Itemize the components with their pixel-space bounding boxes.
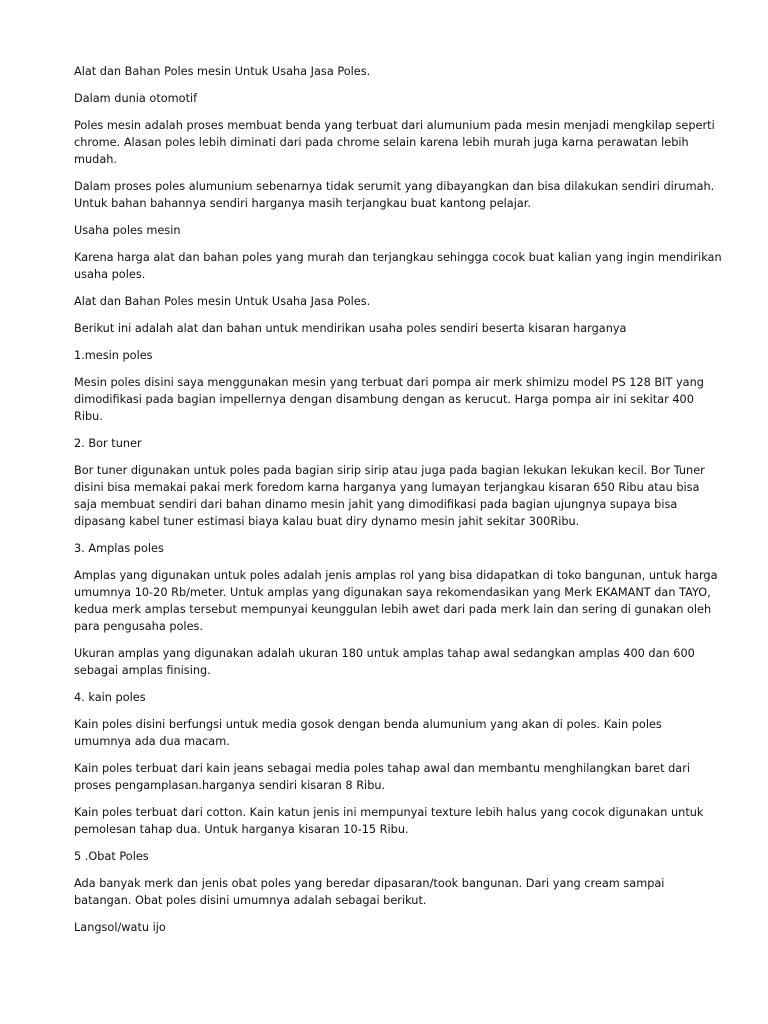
paragraph: Poles mesin adalah proses membuat benda yang terbuat dari alumunium pada mesin menjadi mengkilap seperti chrome. Alasan poles lebih diminati dari pada chrome selain karena lebih murah juga karna perawatan lebih mudah. xyxy=(74,119,715,166)
paragraph: Berikut ini adalah alat dan bahan untuk mendirikan usaha poles sendiri beserta kisaran harganya xyxy=(74,322,627,335)
list-heading: 3. Amplas poles xyxy=(74,542,164,555)
paragraph: Ukuran amplas yang digunakan adalah ukuran 180 untuk amplas tahap awal sedangkan amplas 400 dan 600 sebagai amplas finising. xyxy=(74,647,695,677)
section-heading: Dalam dunia otomotif xyxy=(74,92,198,105)
paragraph: Ada banyak merk dan jenis obat poles yang beredar dipasaran/took bangunan. Dari yang cream sampai batangan. Obat poles disini umumnya adalah sebagai berikut. xyxy=(74,877,665,907)
paragraph: Dalam proses poles alumunium sebenarnya tidak serumit yang dibayangkan dan bisa dilakukan sendiri dirumah. Untuk bahan bahannya sendiri harganya masih terjangkau buat kantong pelajar. xyxy=(74,180,715,210)
paragraph: Karena harga alat dan bahan poles yang murah dan terjangkau sehingga cocok buat kalian yang ingin mendirikan usaha poles. xyxy=(74,251,722,281)
list-heading: 5 .Obat Poles xyxy=(74,850,149,863)
list-heading: 2. Bor tuner xyxy=(74,437,142,450)
paragraph: Langsol/watu ijo xyxy=(74,921,166,934)
document-title: Alat dan Bahan Poles mesin Untuk Usaha Jasa Poles. xyxy=(74,65,371,78)
section-heading: Alat dan Bahan Poles mesin Untuk Usaha Jasa Poles. xyxy=(74,295,371,308)
list-heading: 1.mesin poles xyxy=(74,349,153,362)
paragraph: Mesin poles disini saya menggunakan mesin yang terbuat dari pompa air merk shimizu model PS 128 BIT yang dimodifikasi pada bagian impellernya dengan disambung dengan as kerucut. Harga pompa air ini sekitar 400 Ribu. xyxy=(74,376,704,423)
paragraph: Kain poles terbuat dari kain jeans sebagai media poles tahap awal dan membantu menghilangkan baret dari proses pengamplasan.harganya sendiri kisaran 8 Ribu. xyxy=(74,762,690,792)
paragraph: Amplas yang digunakan untuk poles adalah jenis amplas rol yang bisa didapatkan di toko bangunan, untuk harga umumnya 10-20 Rb/meter. Untuk amplas yang digunakan saya rekomendasikan yang Merk EKAMANT dan TAYO, kedua merk amplas tersebut mempunyai keunggulan lebih awet dari pada merk lain dan sering di gunakan oleh para pengusaha poles. xyxy=(74,569,718,633)
paragraph: Kain poles terbuat dari cotton. Kain katun jenis ini mempunyai texture lebih halus yang cocok digunakan untuk pemolesan tahap dua. Untuk harganya kisaran 10-15 Ribu. xyxy=(74,806,704,836)
paragraph: Kain poles disini berfungsi untuk media gosok dengan benda alumunium yang akan di poles. Kain poles umumnya ada dua macam. xyxy=(74,718,662,748)
list-heading: 4. kain poles xyxy=(74,691,146,704)
paragraph: Bor tuner digunakan untuk poles pada bagian sirip sirip atau juga pada bagian lekukan lekukan kecil. Bor Tuner disini bisa memakai pakai merk foredom karna harganya yang lumayan terjangkau kisaran 650 Ribu atau bisa saja membuat sendiri dari bahan dinamo mesin jahit yang dimodifikasi pada bagian ujungnya supaya bisa dipasang kabel tuner estimasi biaya kalau buat diry dynamo mesin jahit sekitar 300Ribu. xyxy=(74,464,705,528)
document-page xyxy=(74,63,722,946)
section-heading: Usaha poles mesin xyxy=(74,224,181,237)
